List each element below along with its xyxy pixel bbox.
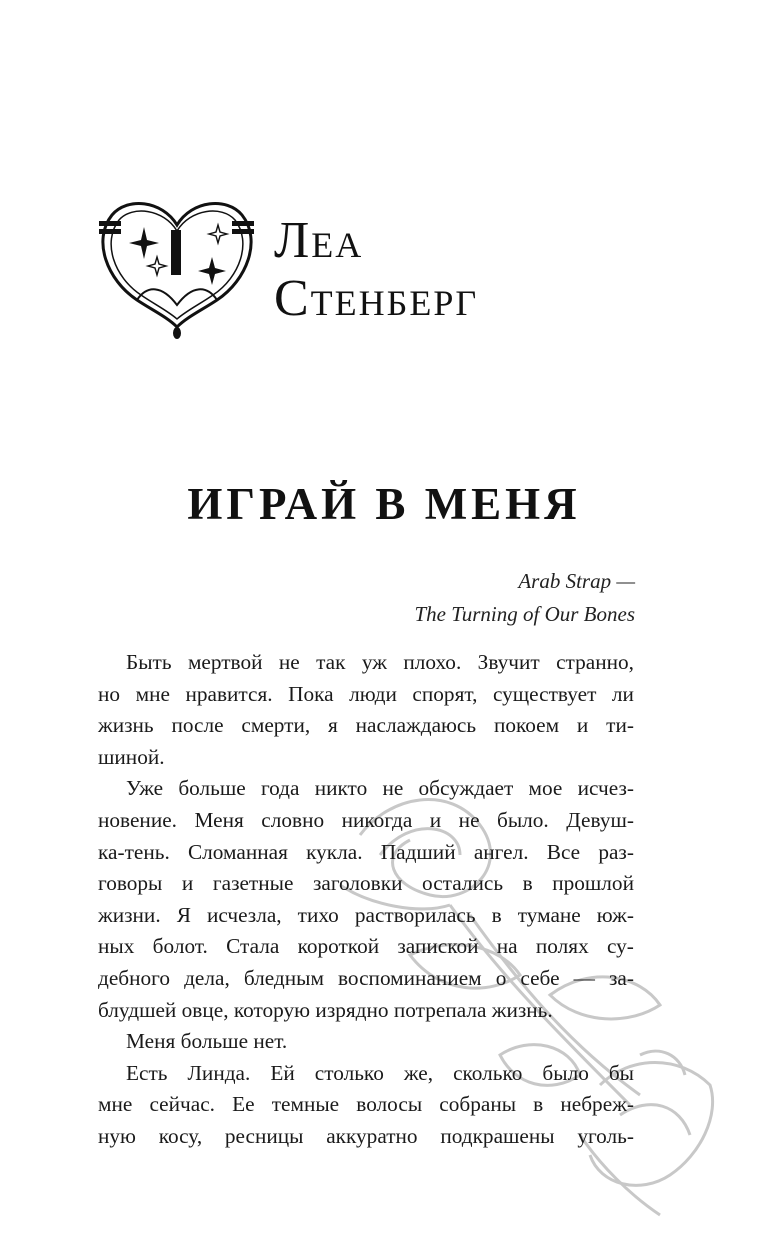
epigraph — [414, 565, 635, 631]
text-line: ную косу, ресницы аккуратно подкрашены уголь- — [98, 1123, 634, 1148]
text-line: но мне нравится. Пока люди спорят, существует ли — [98, 681, 634, 706]
text-line: блудшей овце, которую изрядно потрепала жизнь. — [98, 997, 553, 1022]
epigraph-song: The Turning of Our Bones — [414, 602, 635, 626]
epigraph-artist: Arab Strap — — [518, 569, 635, 593]
text-line: мне сейчас. Ее темные волосы собраны в небреж- — [98, 1092, 634, 1117]
text-line: ных болот. Стала короткой запиской на полях су- — [98, 934, 634, 959]
author-last-name: Стенберг — [274, 270, 479, 327]
text-line: новение. Меня словно никогда и не было. Девуш- — [98, 807, 634, 832]
text-line: Есть Линда. Ей столько же, сколько было бы — [126, 1060, 634, 1085]
text-line: Быть мертвой не так уж плохо. Звучит странно, — [126, 650, 634, 674]
barbed-wire-heart-icon — [92, 185, 262, 345]
body-text — [98, 647, 634, 1153]
text-line: жизнь после смерти, я наслаждаюсь покоем и ти- — [98, 713, 634, 738]
text-line: Уже больше года никто не обсуждает мое исчез- — [126, 776, 634, 801]
author-name — [274, 212, 478, 328]
text-line: говоры и газетные заголовки остались в прошлой — [98, 871, 634, 896]
text-line: жизни. Я исчезла, тихо растворилась в тумане юж- — [98, 902, 634, 927]
text-line: шиной. — [98, 744, 165, 769]
text-line: дебного дела, бледным воспоминанием о себе — за- — [98, 965, 634, 990]
text-line: ка-тень. Сломанная кукла. Падший ангел. Все раз- — [98, 839, 634, 864]
author-first-name: Леа — [274, 212, 364, 269]
text-line: Меня больше нет. — [126, 1029, 288, 1054]
book-title: ИГРАЙ В МЕНЯ — [187, 479, 581, 529]
